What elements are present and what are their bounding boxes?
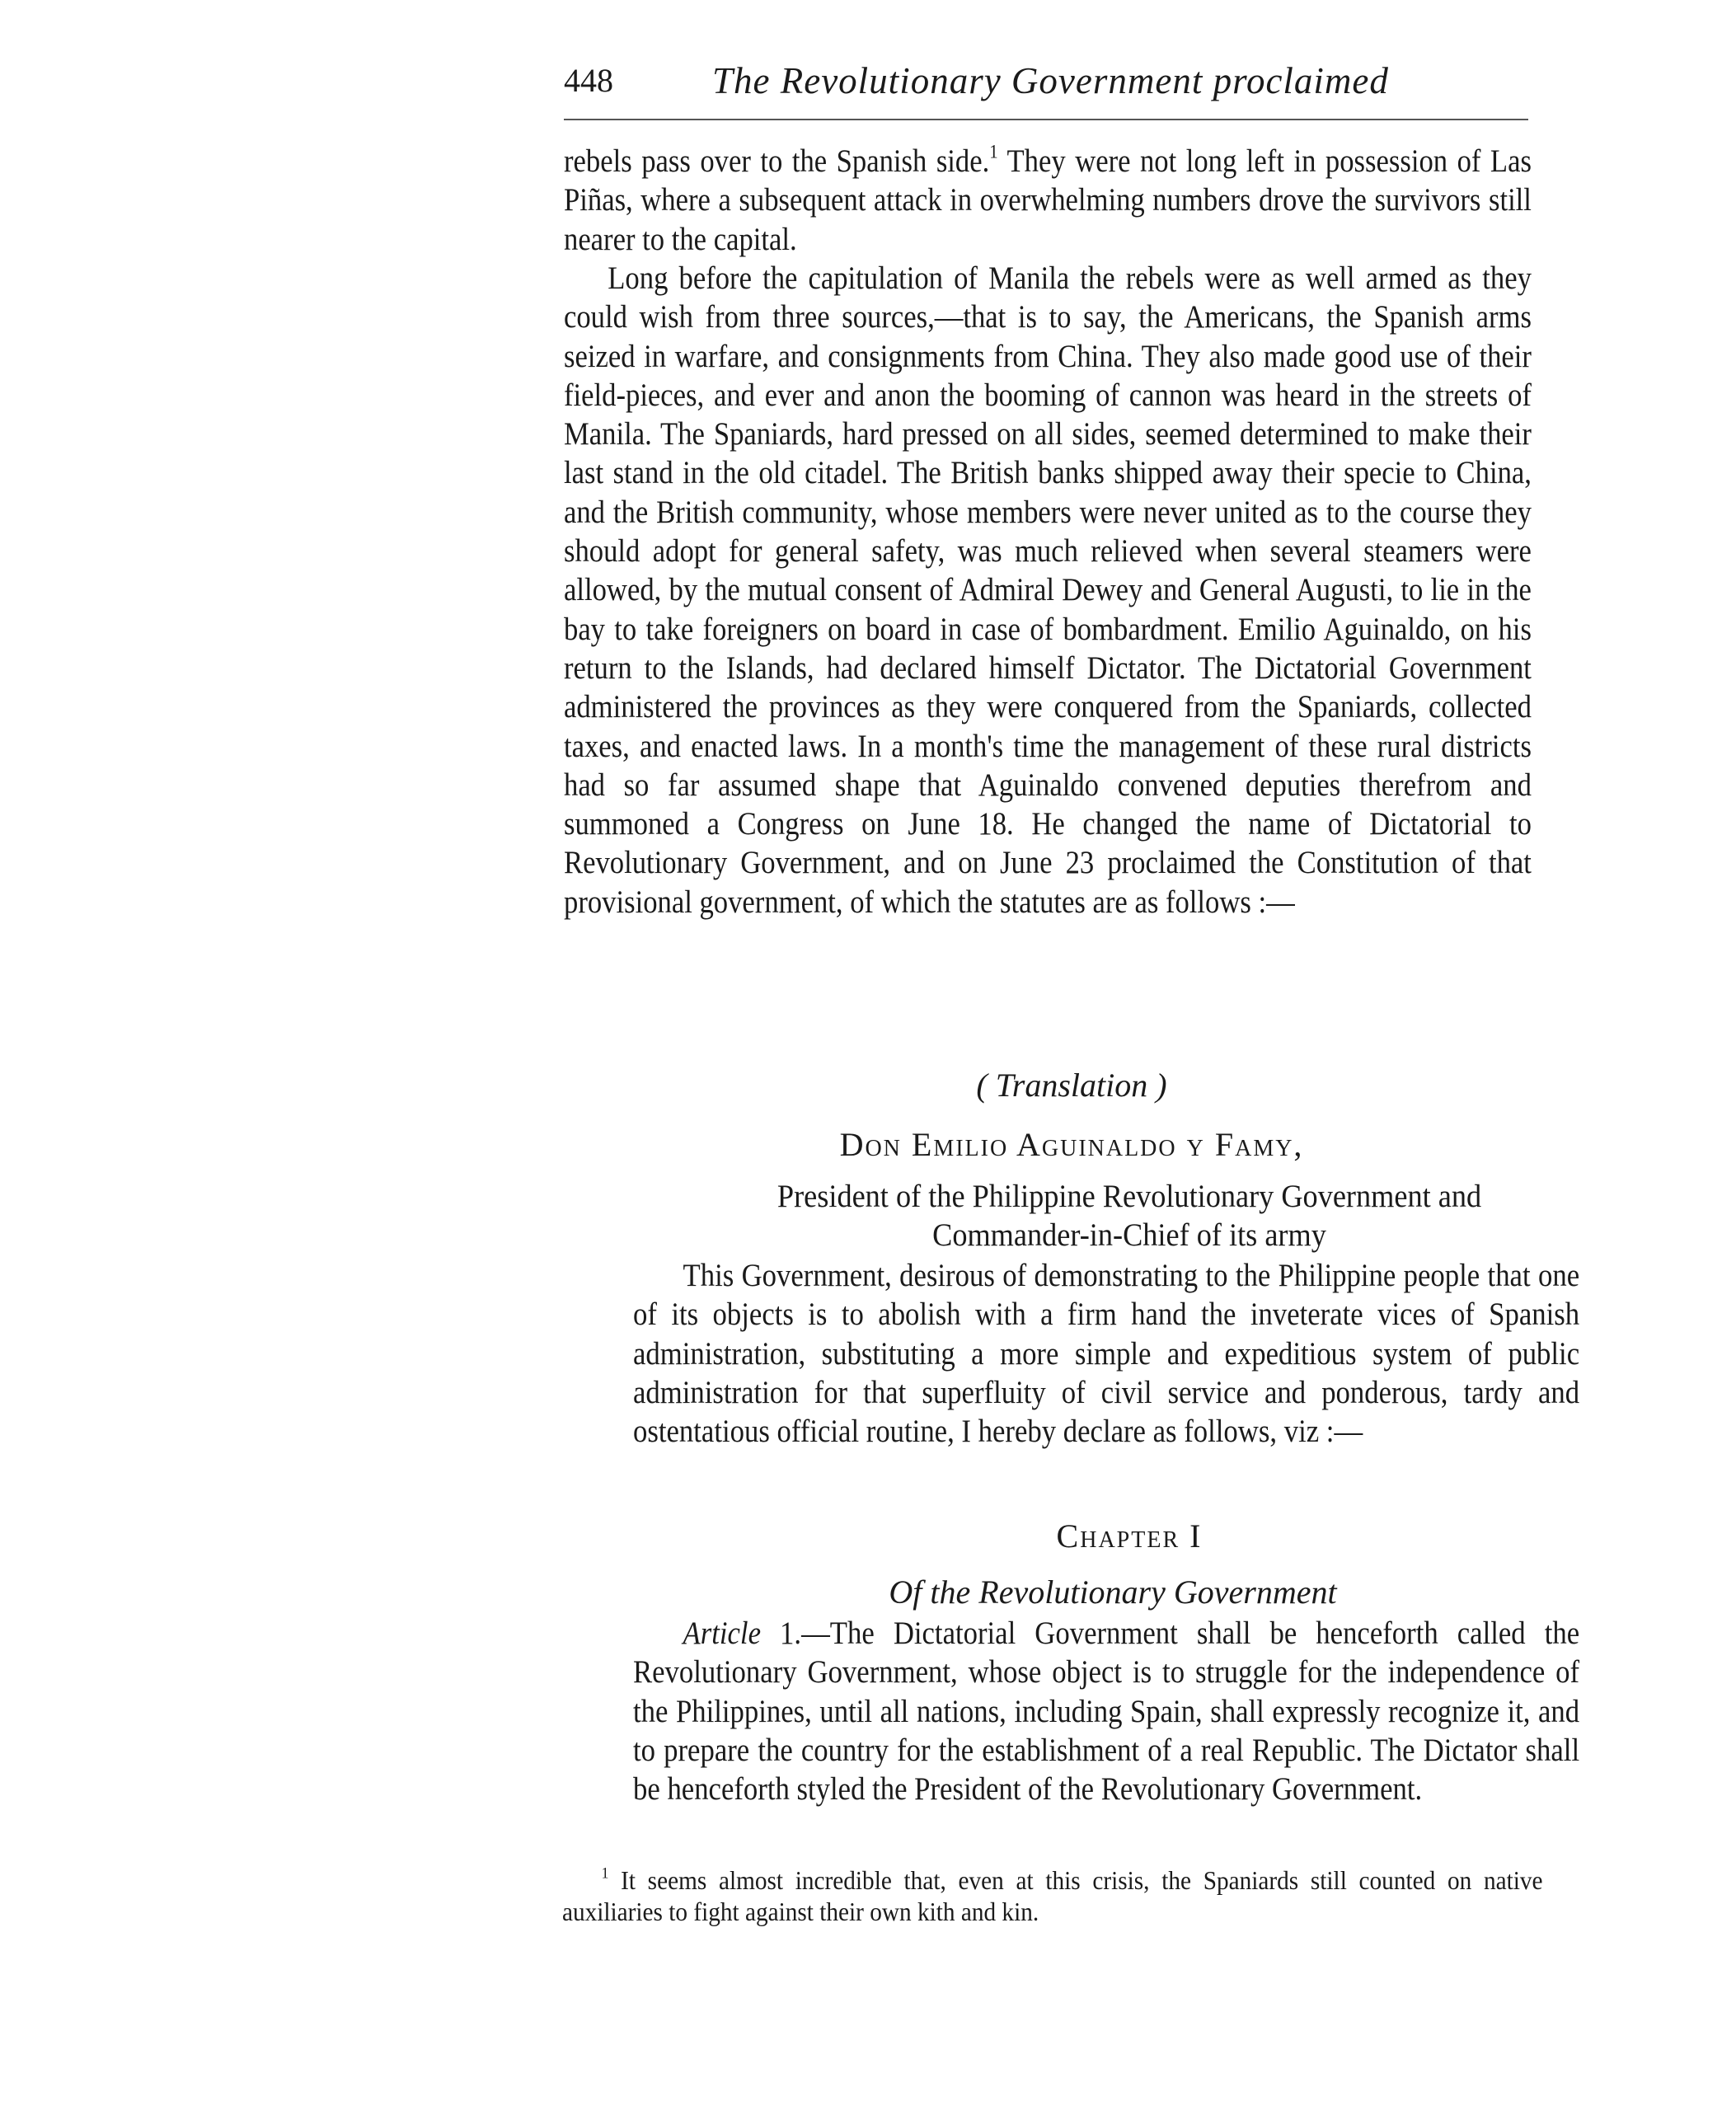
paragraph-continuation	[564, 142, 1532, 259]
chapter-heading: Chapter I	[1056, 1517, 1203, 1555]
page-header	[564, 56, 1528, 106]
paragraph-text: Long before the capitulation of Manila the rebels were as well armed as they could wish from three sources,—that is to say, the Americans, the Spanish arms seized in warfare, and consignments from China. They also made good use of their field-pieces, and ever and anon the booming of cannon was heard in the streets of Manila. The Spaniards, hard pressed on all sides, seemed determined to make their last stand in the old citadel. The British banks shipped away their specie to China, and the British community, whose members were never united as to the course they should adopt for general safety, was much relieved when several steamers were allowed, by the mutual consent of Admiral Dewey and General Augusti, to lie in the bay to take foreigners on board in case of bombardment. Emilio Aguinaldo, on his return to the Islands, had declared himself Dictator. The Dictatorial Government administered the provinces as they were conquered from the Spaniards, collected taxes, and enacted laws. In a month's time the management of these rural districts had so far assumed shape that Aguinaldo convened deputies therefrom and summoned a Congress on June 18. He changed the name of Dictatorial to Revolutionary Government, and on June 23 proclaimed the Constitution of that provisional government, of which the statutes are as follows :—	[564, 260, 1532, 920]
article-text: 1.—The Dictatorial Government shall be henceforth called the Revolutionary Government, whose object is to struggle for the independence of the Philippines, until all nations, including Spain, shall expressly recognize it, and to prepare the country for the establishment of a real Republic. The Dictator shall be henceforth styled the President of the Revolutionary Government.	[633, 1616, 1580, 1808]
issuer-title-line: President of the Philippine Revolutionary Government and	[777, 1179, 1482, 1214]
issuer-title	[708, 1177, 1551, 1254]
preamble-text: This Government, desirous of demonstrating to the Philippine people that one of its objects is to abolish with a firm hand the inveterate vices of Spanish administration, substituting a more simple and expeditious system of public administration for that superfluity of civil service and ponderous, tardy and ostentatious official routine, I hereby declare as follows, viz :—	[633, 1258, 1580, 1450]
footnote-reference: 1	[989, 141, 998, 163]
footnote-text: It seems almost incredible that, even at this crisis, the Spaniards still counted on native auxiliaries to fight against their own kith and kin.	[562, 1865, 1543, 1926]
header-rule	[564, 119, 1528, 120]
paragraph-text: They were not long left in possession of Las Piñas, where a subsequent attack in overwhelming numbers drove the survivors still nearer to the capital.	[564, 143, 1532, 257]
issuer-name: Don Emilio Aguinaldo y Famy,	[839, 1126, 1304, 1163]
page-number: 448	[564, 62, 613, 99]
article-label: Article	[683, 1616, 761, 1651]
chapter-title: Of the Revolutionary Government	[889, 1573, 1337, 1611]
footnote	[562, 1864, 1543, 1927]
paragraph-text: rebels pass over to the Spanish side.	[564, 143, 990, 179]
translation-heading: ( Translation )	[976, 1067, 1167, 1104]
issuer-title-line: Commander-in-Chief of its army	[932, 1217, 1326, 1253]
running-title: The Revolutionary Government proclaimed	[712, 60, 1389, 101]
paragraph-main	[564, 259, 1532, 922]
decree-preamble	[633, 1256, 1579, 1451]
footnote-marker: 1	[601, 1864, 609, 1883]
article-1	[633, 1614, 1579, 1808]
